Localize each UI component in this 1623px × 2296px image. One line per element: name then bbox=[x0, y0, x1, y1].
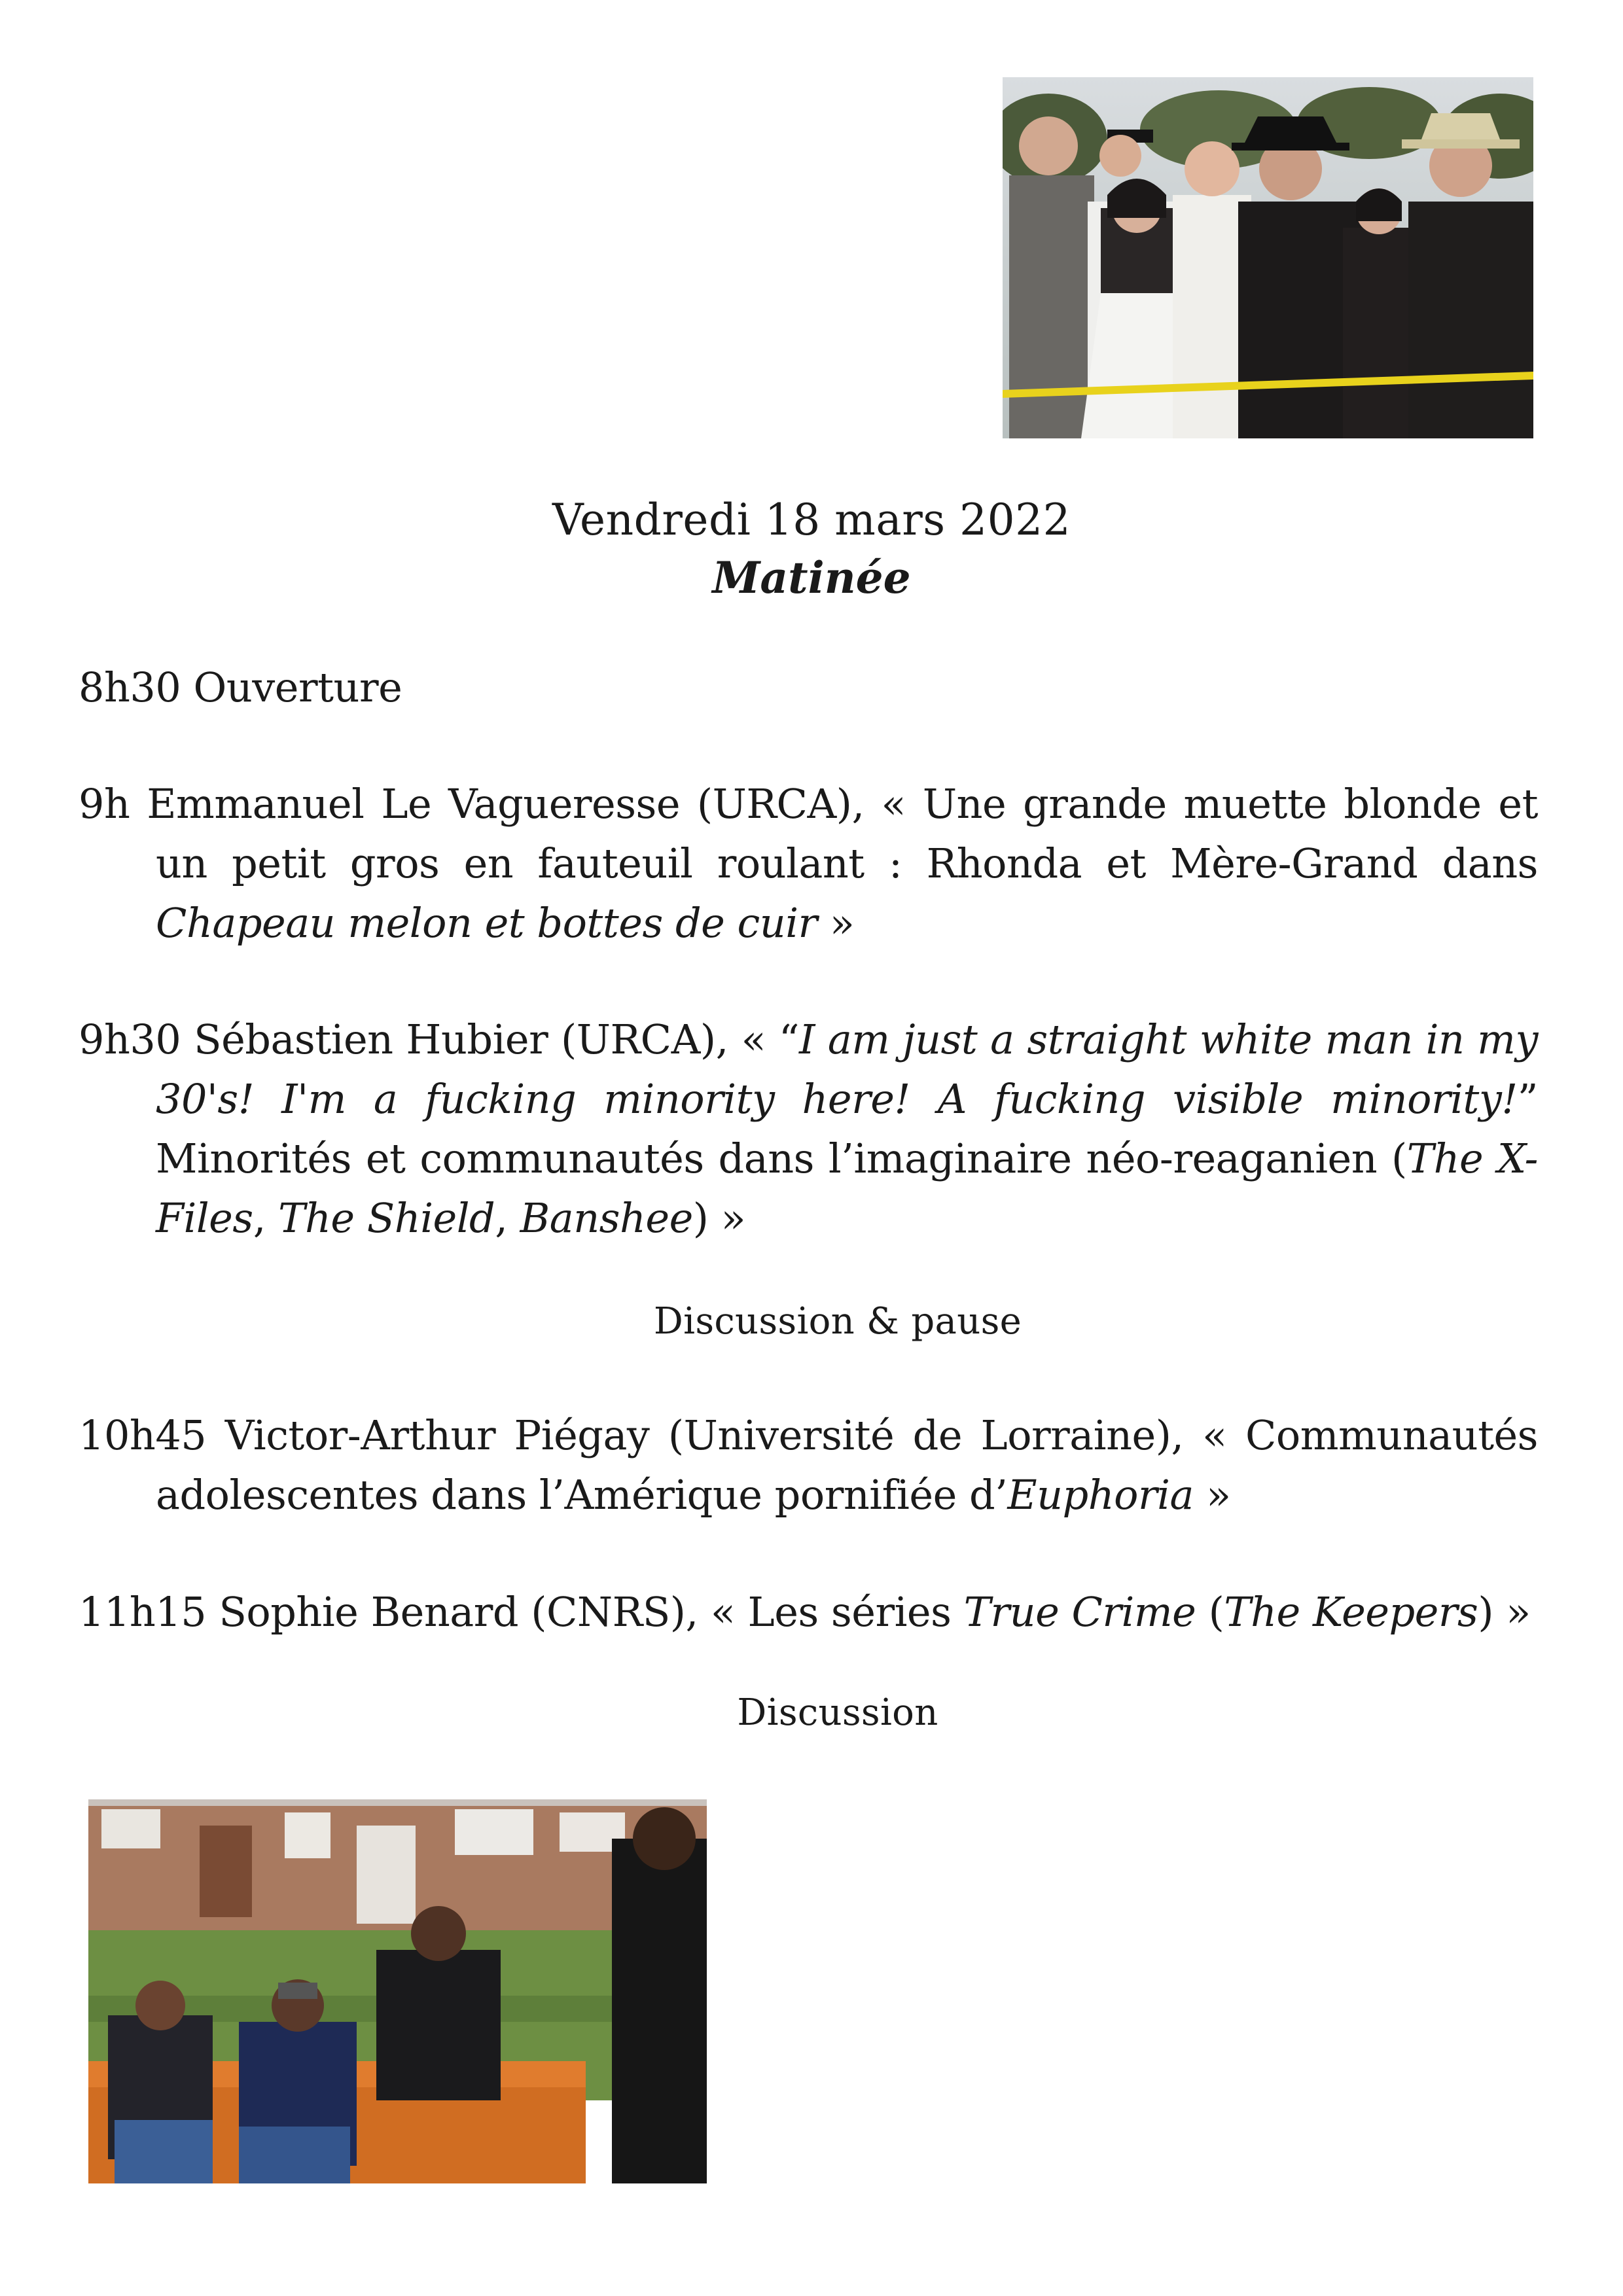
entry-opening bbox=[79, 658, 1538, 717]
entry-speaker: Emmanuel Le Vagueresse (URCA), « Une grande muette blonde et un petit gros en fauteuil roulant : Rhonda et Mère-Grand dans bbox=[147, 780, 1538, 887]
photo-couch-group bbox=[88, 1799, 707, 2183]
entry-talk-1 bbox=[79, 774, 1538, 953]
entry-speaker: Victor-Arthur Piégay (Université de Lorraine), « Communautés adolescentes dans l’Amérique pornifiée d’ bbox=[156, 1411, 1538, 1519]
entry-middle: ( bbox=[1196, 1588, 1224, 1636]
entry-time: 8h30 bbox=[79, 663, 181, 711]
event-date: Vendredi 18 mars 2022 bbox=[552, 495, 1071, 545]
entry-end: ) » bbox=[1478, 1588, 1531, 1636]
entry-speaker: Sophie Benard (CNRS), « Les séries bbox=[219, 1588, 964, 1636]
break-discussion-pause: Discussion & pause bbox=[653, 1300, 1022, 1343]
entry-end: ) » bbox=[692, 1194, 746, 1242]
entry-talk-3 bbox=[79, 1405, 1538, 1525]
entry-end: » bbox=[1193, 1471, 1231, 1519]
entry-talk-4 bbox=[79, 1582, 1538, 1642]
photo-amish-group-image bbox=[1003, 77, 1533, 438]
entry-text: Ouverture bbox=[193, 663, 402, 711]
entry-work-title: True Crime bbox=[963, 1588, 1196, 1636]
break-discussion: Discussion bbox=[737, 1691, 938, 1734]
entry-talk-2 bbox=[79, 1010, 1538, 1248]
entry-series-1: The X-Files bbox=[156, 1135, 1538, 1242]
programme-talk-4 bbox=[79, 1582, 1538, 1642]
programme-opening bbox=[79, 658, 1538, 717]
entry-speaker: Sébastien Hubier (URCA), « “ bbox=[194, 1016, 800, 1063]
entry-time: 10h45 bbox=[79, 1411, 207, 1459]
entry-middle: ” Minorités et communautés dans l’imaginaire néo-reaganien ( bbox=[156, 1075, 1538, 1182]
entry-time: 9h bbox=[79, 780, 130, 828]
entry-separator: , bbox=[495, 1194, 520, 1242]
programme-talk-2 bbox=[79, 1010, 1538, 1248]
entry-series-3: Banshee bbox=[520, 1194, 693, 1242]
entry-work-title-2: The Keepers bbox=[1224, 1588, 1478, 1636]
entry-separator: , bbox=[253, 1194, 279, 1242]
entry-quote: I am just a straight white man in my 30's! I'm a fucking minority here! A fucking visible minority! bbox=[156, 1016, 1539, 1123]
photo-amish-group bbox=[1003, 77, 1533, 438]
entry-time: 9h30 bbox=[79, 1016, 181, 1063]
programme-talk-1 bbox=[79, 774, 1538, 953]
programme-talk-3 bbox=[79, 1405, 1538, 1525]
photo-couch-group-image bbox=[88, 1799, 707, 2183]
entry-end: » bbox=[817, 899, 855, 947]
entry-time: 11h15 bbox=[79, 1588, 207, 1636]
entry-series-2: The Shield bbox=[278, 1194, 495, 1242]
entry-work-title: Chapeau melon et bottes de cuir bbox=[156, 899, 817, 947]
session-title: Matinée bbox=[712, 552, 911, 603]
entry-work-title: Euphoria bbox=[1007, 1471, 1194, 1519]
